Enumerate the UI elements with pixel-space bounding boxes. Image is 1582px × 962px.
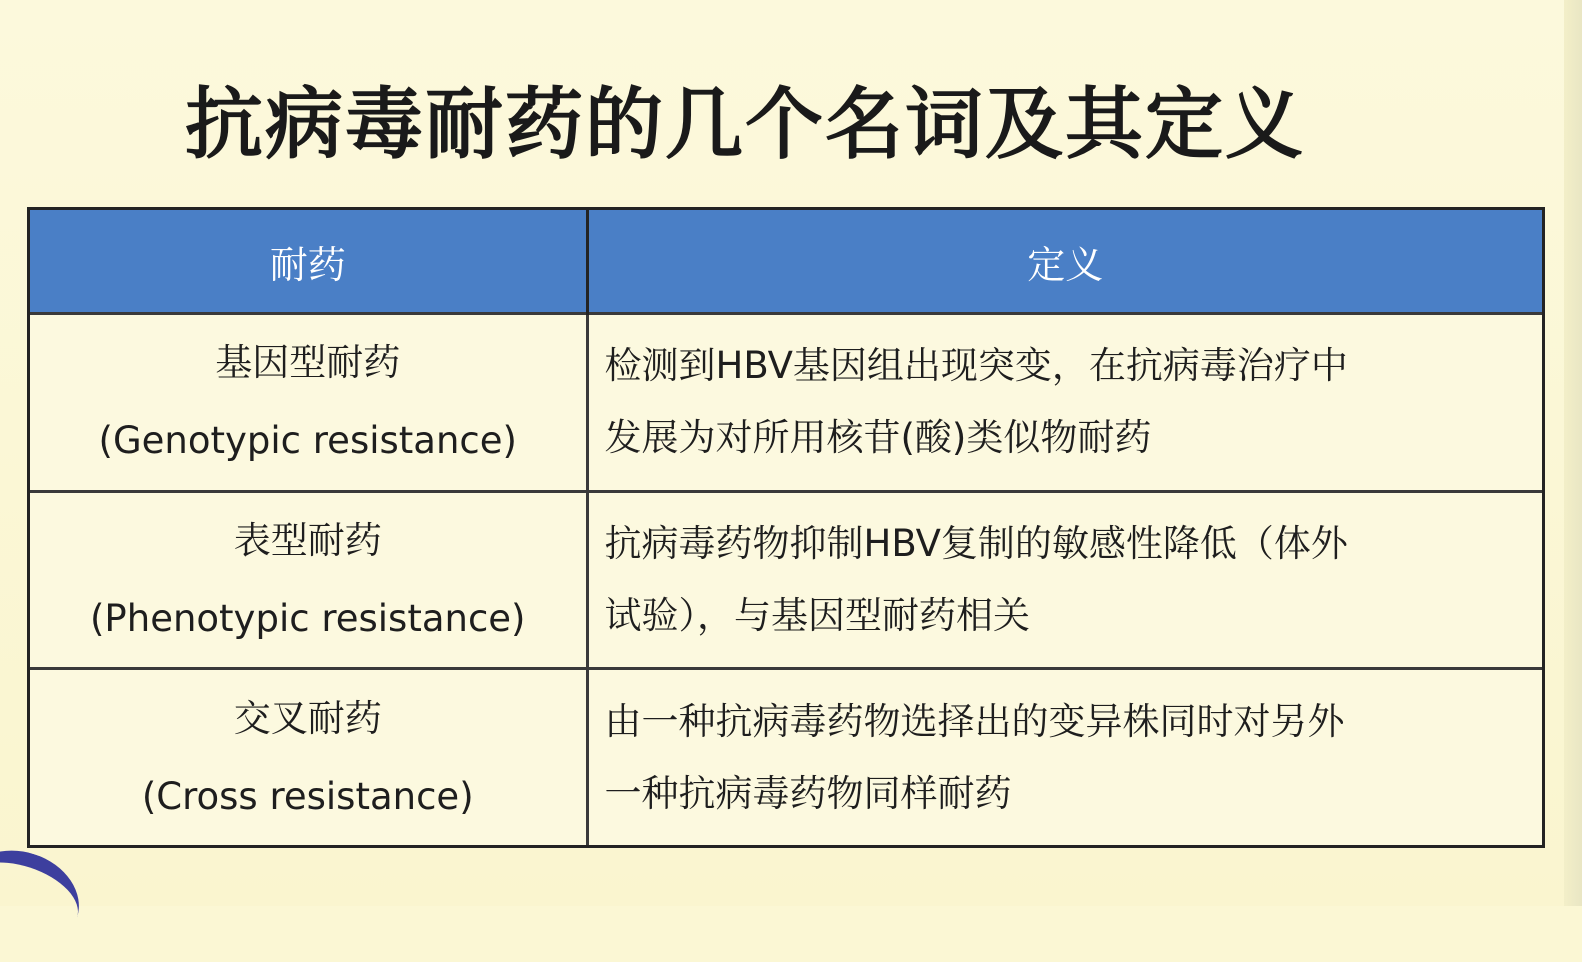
definition-cell (587, 669, 1542, 845)
definition-line: 由一种抗病毒药物选择出的变异株同时对另外 (604, 699, 1345, 743)
table-row (30, 669, 1542, 845)
slide-edge-strip (1564, 0, 1582, 906)
term-english: (Genotypic resistance) (98, 419, 517, 463)
definition-line: 一种抗病毒药物同样耐药 (604, 771, 1012, 815)
header-term: 耐药 (30, 210, 587, 314)
table-row (30, 314, 1542, 492)
term-cell (30, 491, 587, 669)
term-english: (Phenotypic resistance) (90, 597, 526, 641)
term-chinese: 表型耐药 (233, 519, 382, 563)
definition-cell (587, 491, 1542, 669)
table-row (30, 491, 1542, 669)
term-english: (Cross resistance) (141, 774, 474, 818)
definition-line: 检测到HBV基因组出现突变，在抗病毒治疗中 (604, 344, 1348, 388)
slide-title: 抗病毒耐药的几个名词及其定义 (184, 80, 1305, 170)
definitions-table (27, 207, 1545, 848)
table-header-row (30, 210, 1542, 314)
definition-cell (587, 314, 1542, 492)
term-cell (30, 669, 587, 845)
term-chinese: 基因型耐药 (215, 341, 401, 385)
definition-line: 抗病毒药物抑制HBV复制的敏感性降低（体外 (604, 522, 1348, 566)
definition-line: 试验），与基因型耐药相关 (604, 594, 1030, 638)
term-cell (30, 314, 587, 492)
header-definition: 定义 (587, 210, 1542, 314)
term-chinese: 交叉耐药 (233, 696, 382, 740)
definition-line: 发展为对所用核苷(酸)类似物耐药 (604, 416, 1152, 460)
